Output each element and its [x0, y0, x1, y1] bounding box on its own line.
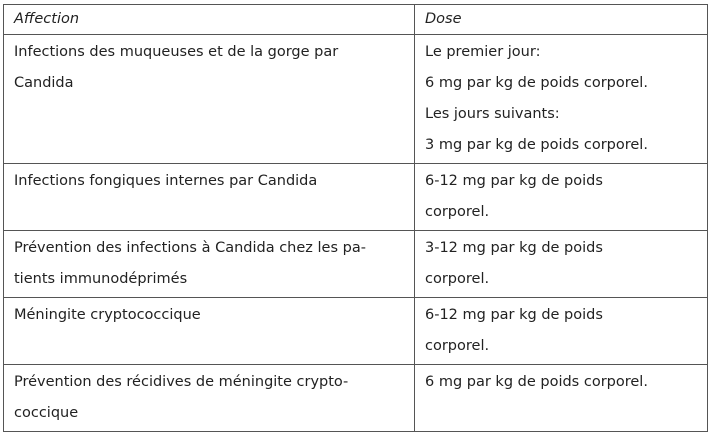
table-header-row — [4, 5, 708, 35]
cell-line: 3-12 mg par kg de poids — [425, 240, 603, 256]
dose-cell — [415, 164, 708, 231]
cell-line: 6-12 mg par kg de poids — [425, 307, 603, 323]
table-row — [4, 298, 708, 365]
cell-line: corporel. — [425, 338, 490, 354]
column-header-dose: Dose — [415, 5, 708, 35]
dosage-table — [3, 4, 708, 432]
cell-line: corporel. — [425, 204, 490, 220]
dose-cell — [415, 298, 708, 365]
cell-line: coccique — [14, 405, 79, 421]
affection-cell — [4, 164, 415, 231]
table-row — [4, 35, 708, 164]
cell-line: Infections des muqueuses et de la gorge par — [14, 44, 339, 60]
cell-line: 3 mg par kg de poids corporel. — [425, 137, 648, 153]
table-row — [4, 164, 708, 231]
cell-line: tients immunodéprimés — [14, 271, 188, 287]
cell-line: Méningite cryptococcique — [14, 307, 201, 323]
cell-line: Prévention des récidives de méningite crypto- — [14, 374, 349, 390]
affection-cell — [4, 298, 415, 365]
cell-line: Candida — [14, 75, 74, 91]
affection-cell — [4, 35, 415, 164]
dose-cell — [415, 365, 708, 432]
cell-line: Les jours suivants: — [425, 106, 560, 122]
cell-line: corporel. — [425, 271, 490, 287]
column-header-affection: Affection — [4, 5, 415, 35]
cell-line: 6 mg par kg de poids corporel. — [425, 75, 648, 91]
affection-cell — [4, 365, 415, 432]
cell-line: 6 mg par kg de poids corporel. — [425, 374, 648, 390]
dose-cell — [415, 35, 708, 164]
cell-line: Infections fongiques internes par Candida — [14, 173, 318, 189]
cell-line: Le premier jour: — [425, 44, 541, 60]
cell-line: 6-12 mg par kg de poids — [425, 173, 603, 189]
affection-cell — [4, 231, 415, 298]
table-row — [4, 365, 708, 432]
table-row — [4, 231, 708, 298]
dose-cell — [415, 231, 708, 298]
cell-line: Prévention des infections à Candida chez les pa- — [14, 240, 366, 256]
